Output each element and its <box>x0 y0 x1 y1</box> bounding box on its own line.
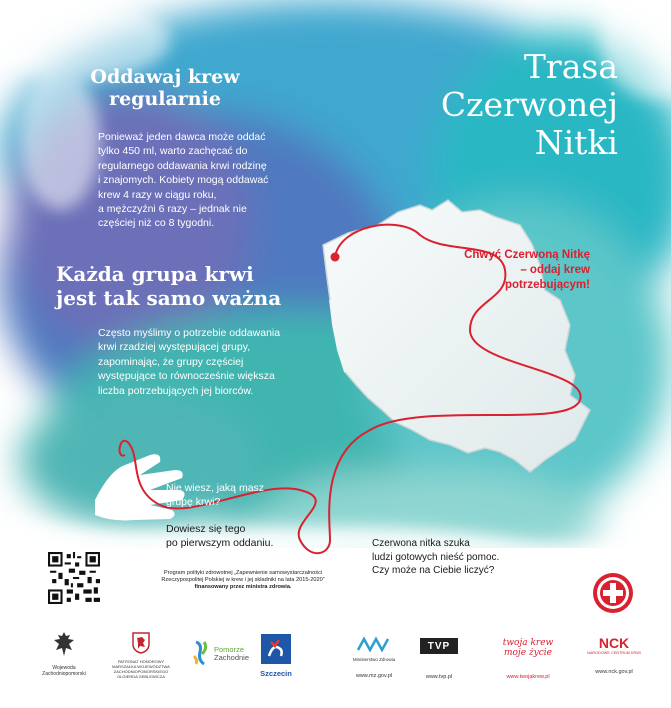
logo-url[interactable]: www.tvp.pl <box>425 674 453 680</box>
nck-logo: NCK NARODOWE CENTRUM KRWI <box>587 635 641 655</box>
qr-code[interactable] <box>48 552 100 604</box>
griffin-shield-icon <box>132 632 150 654</box>
logo-caption: PATRONAT HONOROWY MARSZAŁKA WOJEWÓDZTWA ZACHODNIOPOMORSKIEGO OLGIERDA GEBLEWICZA <box>112 659 170 679</box>
red-cross-badge-icon <box>592 572 634 614</box>
ministry-of-health-logo <box>356 636 392 652</box>
bottom-note: Czerwona nitka szuka ludzi gotowych nieść pomoc. Czy może na Ciebie liczyć? <box>372 538 500 576</box>
logo-marszalek <box>104 632 178 679</box>
tvp-logo: TVP <box>420 638 458 654</box>
logo-name: Pomorze Zachodnie <box>214 645 250 662</box>
callout-text: Chwyć Czerwoną Nitkę – oddaj krew potrzebującym! <box>464 249 590 291</box>
logo-url[interactable]: www.nck.gov.pl <box>595 669 633 675</box>
twoja-krew-logo: twoja krew moje życie <box>502 638 554 658</box>
logo-wojewoda <box>34 630 94 677</box>
answer-text: Dowiesz się tego po pierwszym oddaniu. <box>166 523 274 549</box>
szczecin-logo <box>261 634 291 664</box>
logo-caption: Wojewoda Zachodniopomorski <box>42 665 86 677</box>
section2-heading: Każda grupa krwi jest tak samo ważna <box>56 262 282 310</box>
section1-body: Ponieważ jeden dawca może oddać tylko 450 ml, warto zachęcać do regularnego oddawania krwi rodzinę i znajomych. Kobiety mogą oddawać krew 4 razy w ciągu roku, a mężczyźni 6 razy – jednak nie częściej niż co 8 tygodni. <box>98 131 269 230</box>
logo-url[interactable]: www.mz.gov.pl <box>355 673 393 679</box>
logo-twoja-krew[interactable] <box>488 638 568 680</box>
logo-name: Ministerstwo Zdrowia <box>352 657 396 662</box>
thread-start-dot <box>331 253 340 262</box>
page-title: Trasa Czerwonej Nitki <box>440 47 618 162</box>
logo-szczecin <box>256 634 296 678</box>
program-note: Program polityki zdrowotnej „Zapewnienie samowystarczalności Rzeczypospolitej Polskiej w krew i jej składniki na lata 2015-2020” finansowany przez ministra zdrowia. <box>161 570 325 590</box>
question-text: Nie wiesz, jaką masz grupę krwi? <box>166 482 265 508</box>
logo-name: Szczecin <box>260 669 292 678</box>
section1-heading: Oddawaj krew regularnie <box>90 66 240 110</box>
logo-nck[interactable] <box>584 636 644 675</box>
logo-ministerstwo-zdrowia[interactable] <box>344 636 404 679</box>
logo-tvp[interactable] <box>414 638 464 680</box>
section2-body: Często myślimy o potrzebie oddawania krwi rzadziej występującej grupy, zapominając, że grupy częściej występujące to równocześnie większa liczba potrzebujących jej biorców. <box>98 327 281 397</box>
logo-url[interactable]: www.twojakrew.pl <box>506 674 550 680</box>
eagle-emblem-icon <box>52 630 76 660</box>
pomorze-zachodnie-logo <box>192 640 212 666</box>
